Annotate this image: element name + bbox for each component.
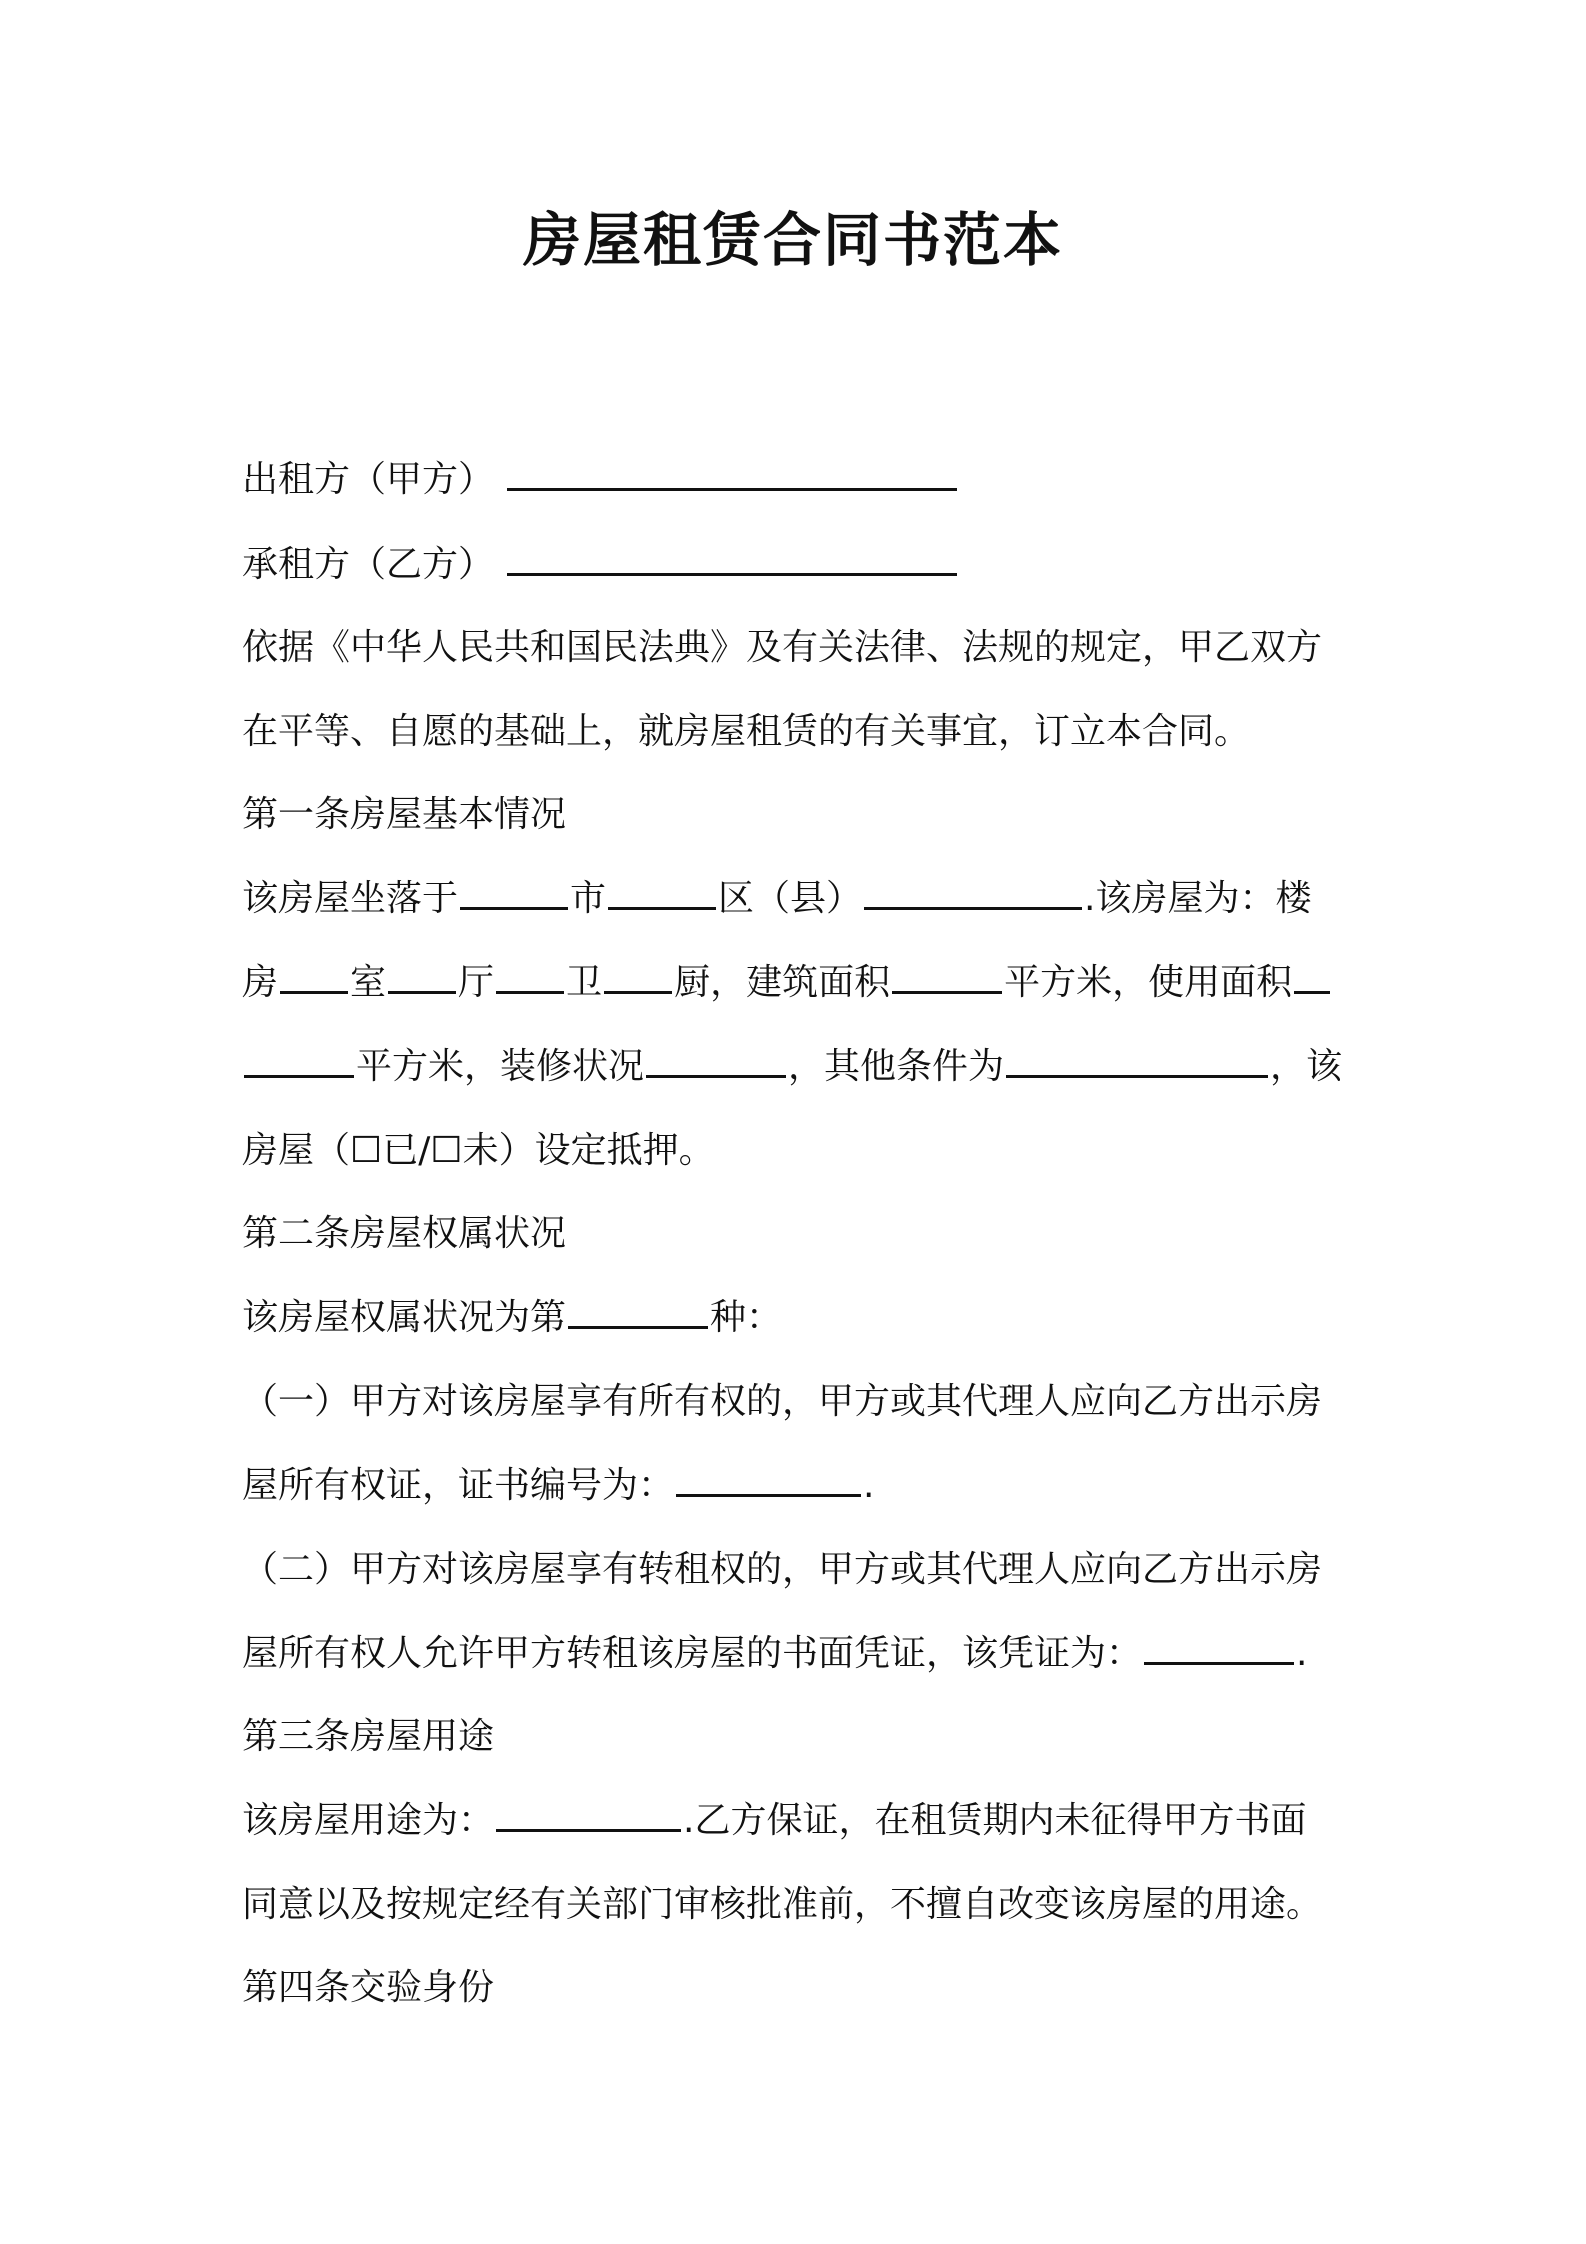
bath-label: 卫: [566, 962, 603, 1003]
usable-area-label: 平方米，使用面积: [1004, 962, 1293, 1003]
room-label: 房: [242, 962, 279, 1003]
article-3-heading: 第三条房屋用途: [242, 1716, 495, 1757]
party-a-blank: [507, 456, 957, 491]
building-area-blank: [892, 959, 1002, 994]
sublease-proof-period: .: [1296, 1633, 1308, 1674]
kitchen-area-label: 厨，建筑面积: [674, 962, 891, 1003]
decoration-label: 平方米，装修状况: [356, 1046, 645, 1087]
article-2-line-2: （一）甲方对该房屋享有所有权的，甲方或其代理人应向乙方出示房: [242, 1381, 1323, 1422]
article-2-line-1: [242, 1293, 782, 1343]
article-4-heading: 第四条交验身份: [242, 1967, 495, 2008]
hall-label: 厅: [458, 962, 495, 1003]
certificate-number-blank: [676, 1462, 861, 1497]
intro-line-1: 依据《中华人民共和国民法典》及有关法律、法规的规定，甲乙双方: [242, 627, 1323, 668]
decoration-blank: [646, 1043, 786, 1078]
location-label: 该房屋坐落于: [242, 878, 459, 919]
party-a-label: 出租方（甲方）: [242, 459, 495, 500]
sublease-proof-label: 屋所有权人允许甲方转租该房屋的书面凭证，该凭证为：: [242, 1633, 1143, 1674]
ownership-type-label: 该房屋权属状况为第: [242, 1297, 567, 1338]
address-blank: [864, 875, 1082, 910]
article-1-line-3: [242, 1042, 1342, 1092]
bath-blank: [604, 959, 672, 994]
article-2-line-5: [242, 1629, 1307, 1679]
other-conditions-blank: [1006, 1043, 1268, 1078]
city-blank: [460, 875, 568, 910]
article-1-line-4: 房屋（☐已/☐未）设定抵押。: [242, 1130, 715, 1171]
sublease-proof-blank: [1144, 1630, 1294, 1665]
room-blank: [280, 959, 348, 994]
usable-area-blank: [244, 1043, 354, 1078]
hall-blank: [496, 959, 564, 994]
certificate-label: 屋所有权证，证书编号为：: [242, 1465, 675, 1506]
party-b-line: [242, 540, 959, 590]
line-end-text: ，该: [1270, 1046, 1343, 1087]
district-label: 区（县）: [718, 878, 863, 919]
district-blank: [608, 875, 716, 910]
document-title: 房屋租赁合同书范本: [522, 206, 1063, 274]
article-2-line-3: [242, 1461, 874, 1511]
certificate-period: .: [863, 1465, 875, 1506]
intro-line-2: 在平等、自愿的基础上，就房屋租赁的有关事宜，订立本合同。: [242, 711, 1251, 752]
article-1-heading: 第一条房屋基本情况: [242, 794, 567, 835]
article-3-line-1: [242, 1796, 1306, 1846]
party-b-blank: [507, 541, 957, 576]
usable-area-blank-start: [1294, 959, 1330, 994]
house-type-label: .该房屋为：楼: [1084, 878, 1312, 919]
party-b-label: 承租方（乙方）: [242, 544, 495, 585]
city-label: 市: [570, 878, 607, 919]
usage-label: 该房屋用途为：: [242, 1800, 495, 1841]
bedroom-label: 室: [350, 962, 387, 1003]
article-2-line-4: （二）甲方对该房屋享有转租权的，甲方或其代理人应向乙方出示房: [242, 1549, 1323, 1590]
article-1-line-2: [242, 958, 1332, 1008]
usage-guarantee-text: .乙方保证，在租赁期内未征得甲方书面: [683, 1800, 1307, 1841]
article-1-line-1: [242, 874, 1312, 924]
article-2-heading: 第二条房屋权属状况: [242, 1213, 567, 1254]
bedroom-blank: [388, 959, 456, 994]
party-a-line: [242, 455, 959, 505]
other-conditions-label: ，其他条件为: [788, 1046, 1005, 1087]
ownership-type-blank: [568, 1294, 708, 1329]
ownership-type-suffix: 种：: [710, 1297, 783, 1338]
article-3-line-2: 同意以及按规定经有关部门审核批准前，不擅自改变该房屋的用途。: [242, 1884, 1323, 1925]
usage-blank: [496, 1797, 681, 1832]
